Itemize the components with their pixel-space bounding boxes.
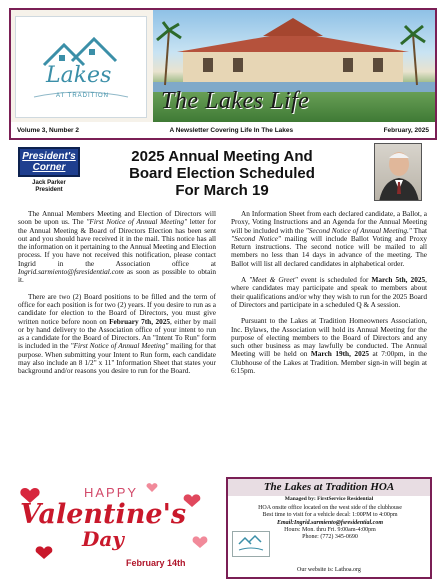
hoa-managed-by: Managed by: FirstService Residential bbox=[284, 496, 374, 502]
lakes-logo bbox=[15, 16, 147, 118]
logo-subtitle: AT TRADITION bbox=[56, 93, 110, 99]
paragraph: The Annual Members Meeting and Election of Directors will soon be upon us. The "First Notice of Annual Meeting" letter for the Annual Meeting & Board of Directors Election has been sent out and you should have received it in the mail. This notice has all the information on it pertaining to the Annual Meeting and Election process. If you have not received this notification, please contact Ingrid in the Association office at Ingrid.sarmiento@fsresidential.com as soon as possible to obtain it. bbox=[18, 209, 216, 285]
article-headline bbox=[92, 148, 352, 199]
hoa-email[interactable]: Email:Ingrid.sarmiento@fsresidential.com bbox=[276, 519, 383, 526]
hoa-title: The Lakes at Tradition HOA bbox=[228, 479, 430, 496]
paragraph: An Information Sheet from each declared candidate, a Ballot, a Proxy, Voting Instructions and an Agenda for the Annual Meeting will be included with the "Second Notice of Annual Meeting." That "Second Notice" mailing will include Ballot Voting and Proxy Return instructions. The second notice will be mailed to all members no less than 14 days in advance of the meeting. The Ballot will list all declared candidates in alphabetical order. bbox=[231, 209, 427, 268]
hoa-hours: Hours: Mon. thru Fri. 9:00am-4:00pm bbox=[284, 526, 376, 533]
headline-line-3: For March 19 bbox=[175, 182, 269, 199]
paragraph: There are two (2) Board positions to be filled and the term of office for each position is for two (2) years. If you desire to run as a candidate for election to the Board of Directors, you must give written notice before noon on February 7th, 2025, either by mail or by hand delivery to the Association office of your intent to run as a candidate for the Board of Directors. An "Intent To Run" form is included in the "First Notice of Annual Meeting" mailing for that purpose. When submitting your Intent to Run form, each candidate may also include an 8 1/2" x 11" Information Sheet that states your background and/or reasons you desire to run for the Board. bbox=[18, 291, 216, 376]
badge-line-1: President's bbox=[22, 151, 76, 162]
issue-info-bar bbox=[9, 122, 437, 140]
president-caption bbox=[18, 180, 80, 194]
president-role: President bbox=[35, 187, 63, 193]
paragraph: A "Meet & Greet" event is scheduled for March 5th, 2025, where candidates may participate and speak to members about their qualifications and/or why they wish to run for the 2025 Board of Directors and participate in a scheduled Q & A session. bbox=[231, 275, 427, 309]
newsletter-title: The Lakes Life bbox=[161, 88, 310, 114]
badge-line-2: Corner bbox=[32, 162, 66, 173]
presidents-corner-badge bbox=[18, 147, 80, 177]
masthead bbox=[9, 8, 437, 124]
president-portrait bbox=[374, 143, 422, 201]
headline-line-1: 2025 Annual Meeting And bbox=[131, 148, 313, 165]
valentines-banner bbox=[12, 477, 217, 579]
article-column-right bbox=[231, 210, 427, 383]
issue-date: February, 2025 bbox=[383, 126, 429, 134]
hoa-info-box bbox=[226, 477, 432, 579]
paragraph: Pursuant to the Lakes at Tradition Homeowners Association, Inc. Bylaws, the Association will hold its Annual Meeting for the purpose of electing members to the Board of Directors and any such other business as may lawfully be conducted. The Annual Meeting will be held on March 19th, 2025 at 7:00pm, in the Clubhouse of the Lakes at Tradition. Member sign-in will begin at 6:15pm. bbox=[231, 316, 427, 376]
tagline: A Newsletter Covering Life In The Lakes bbox=[169, 126, 294, 134]
valentine-word: Valentine's bbox=[20, 499, 187, 530]
hoa-phone: Phone: (772) 345-0690 bbox=[302, 534, 358, 541]
president-name: Jack Parker bbox=[32, 180, 66, 186]
hoa-decal-time: Best time to visit for a vehicle decal: 1:00PM to 4:00pm bbox=[262, 512, 398, 519]
volume-number: Volume 3, Number 2 bbox=[17, 126, 80, 134]
valentine-happy: HAPPY bbox=[84, 485, 139, 500]
logo-wordmark: Lakes bbox=[46, 63, 112, 88]
hoa-office-location: HOA onsite office located on the west side of the clubhouse bbox=[258, 505, 402, 511]
hoa-website[interactable]: Our website is: Lathoa.org bbox=[297, 567, 361, 573]
valentine-day: Day bbox=[82, 527, 124, 551]
valentine-date: February 14th bbox=[126, 558, 186, 568]
headline-line-2: Board Election Scheduled bbox=[129, 165, 315, 182]
hoa-lakes-logo bbox=[232, 531, 270, 557]
article-column-left bbox=[18, 210, 216, 384]
